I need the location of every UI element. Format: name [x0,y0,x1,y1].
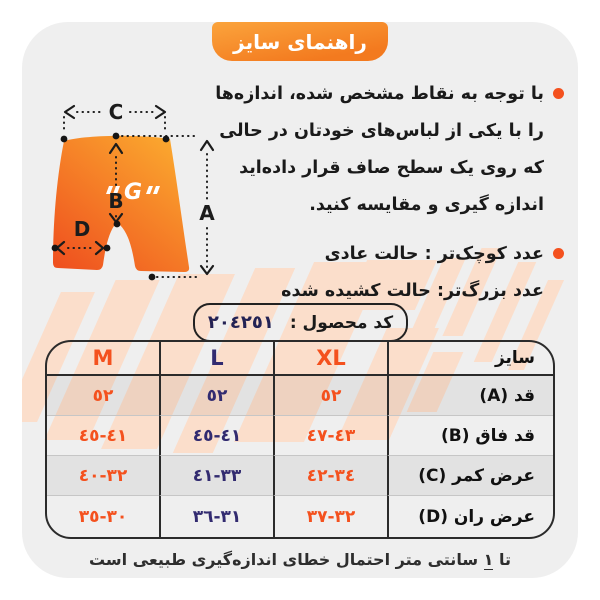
product-code-pill [193,303,408,342]
instruction-line: با توجه به نقاط مشخص شده، اندازه‌ها [215,84,544,104]
row-label-c: عرض کمر (C) [387,455,553,496]
svg-text:G: G [123,180,143,205]
product-code-value: ٢٠٤٢٥١ [207,312,274,333]
label-b: B [108,189,124,213]
col-header-m: M [47,342,159,376]
instruction-line: عدد بزرگ‌تر: حالت کشیده شده [281,281,544,301]
cell-d-l: ٣١-٣٦ [159,495,273,537]
size-guide-card [22,22,578,578]
row-label-a: قد (A) [387,376,553,416]
footer-note [22,550,578,570]
instruction-line: اندازه گیری و مقایسه کنید. [309,195,544,215]
cell-c-l: ٣٣-٤١ [159,455,273,496]
cell-c-m: ٣٢-٤٠ [47,455,159,496]
footer-note-suffix: سانتی متر احتمال خطای اندازه‌گیری طبیعی است [88,550,479,569]
col-header-l: L [159,342,273,376]
footer-note-prefix: تا [498,550,511,569]
cell-b-m: ٤١-٤٥ [47,415,159,456]
cell-d-xl: ٣٢-٣٧ [273,495,387,537]
cell-b-xl: ٤٣-٤٧ [273,415,387,456]
cell-c-xl: ٣٤-٤٢ [273,455,387,496]
bullet-dot-icon [553,248,564,259]
row-label-b: قد فاق (B) [387,415,553,456]
col-header-size: سایز [387,342,553,376]
cell-a-xl: ٥٢ [273,376,387,416]
label-c: C [108,100,124,124]
instruction-line: را با یکی از لباس‌های خودتان در حالی [219,121,544,141]
cell-a-m: ٥٢ [47,376,159,416]
instruction-measure [212,76,564,224]
instructions [212,76,564,310]
cell-d-m: ٣٠-٣٥ [47,495,159,537]
row-label-d: عرض ران (D) [387,495,553,537]
instruction-number-meaning [212,236,564,310]
product-code-label: کد محصول : [289,312,394,333]
label-a: A [199,201,215,225]
instruction-line: که روی یک سطح صاف قرار داده‌اید [239,158,544,178]
shorts-diagram [30,70,240,300]
size-table [45,340,555,539]
cell-a-l: ٥٢ [159,376,273,416]
cell-b-l: ٤١-٤٥ [159,415,273,456]
bullet-dot-icon [553,88,564,99]
size-guide-badge [212,22,388,61]
col-header-xl: XL [273,342,387,376]
instruction-line: عدد کوچک‌تر : حالت عادی [324,244,544,264]
footer-note-number: ١ [483,550,494,569]
label-d: D [73,217,91,241]
size-guide-badge-label: راهنمای سایز [233,29,367,54]
